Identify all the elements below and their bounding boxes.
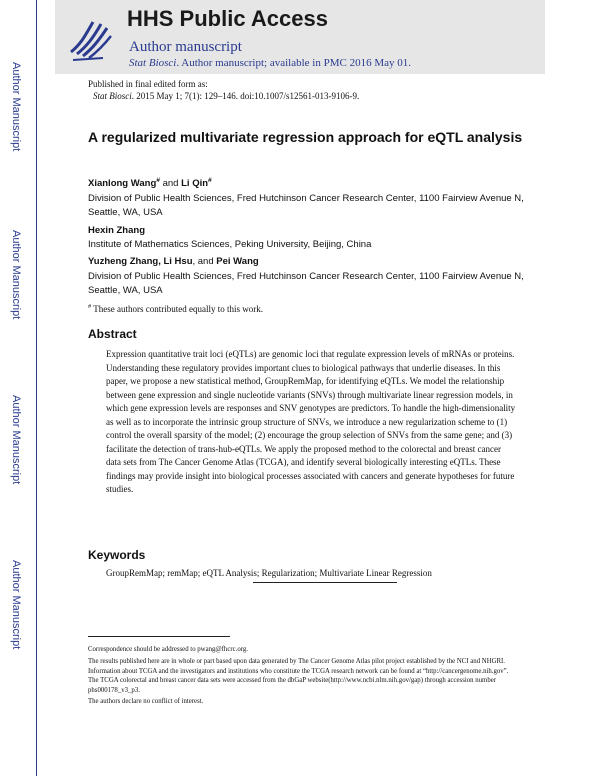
authors-group-2: Hexin Zhang: [88, 225, 146, 236]
affiliation-1: Division of Public Health Sciences, Fred Hutchinson Cancer Research Center, 1100 Fairview Avenue N, Seattle, WA, USA: [88, 193, 524, 218]
header-citation: [129, 57, 411, 69]
published-citation: [93, 91, 359, 101]
keywords-text: GroupRemMap; remMap; eQTL Analysis; Regularization; Multivariate Linear Regression: [106, 568, 432, 578]
author-name: Xianlong Wang: [88, 178, 157, 189]
hhs-eagle-logo-icon: [63, 8, 121, 66]
header-journal: Stat Biosci: [129, 57, 177, 69]
equal-contrib-mark: #: [208, 176, 212, 184]
author-name: Pei Wang: [216, 256, 259, 267]
published-citation-rest: . 2015 May 1; 7(1): 129–146. doi:10.1007/s12561-013-9106-9.: [131, 91, 360, 101]
header-subtitle: Author manuscript: [129, 39, 242, 55]
side-label-4: Author Manuscript: [10, 560, 22, 650]
footnote-divider: [88, 636, 230, 637]
affiliation-2: Institute of Mathematics Sciences, Peking University, Beijing, China: [88, 239, 372, 250]
header-title: HHS Public Access: [127, 6, 328, 31]
abstract-heading: Abstract: [88, 327, 137, 341]
keywords-heading: Keywords: [88, 548, 146, 562]
equal-contribution-note: # These authors contributed equally to this work.: [88, 303, 263, 314]
abstract-text: Expression quantitative trait loci (eQTLs) are genomic loci that regulate expression levels of mRNAs or proteins. Understanding these regulatory provides important clues to biological pathways that underlie diseases. In this paper, we propose a new statistical method, GroupRemMap, for identifying eQTLs. We model the relationship between gene expression and single nucleotide variants (SNVs) through multivariate linear regression models, in which gene expression levels are responses and SNV genotypes are predictors. To handle the high-dimensionality as well as to incorporate the intrinsic group structure of SNVs, we introduce a new regularization scheme to (1) control the overall sparsity of the model; (2) encourage the group selection of SNVs from the same gene; and (3) facilitate the detection of trans-hub-eQTLs. We apply the proposed method to the colorectal and breast cancer data sets from The Cancer Genome Atlas (TCGA), and identify several biologically interesting eQTLs. These findings may provide insight into biological processes associated with cancers and generate hypotheses for future studies.: [106, 349, 516, 494]
footnote-tcga: The results published here are in whole or part based upon data generated by The Cancer Genome Atlas pilot project established by the NCI and NHGRI. Information about TCGA and the investigators and institutions who constitute the TCGA research network can be found at “http://cancergenome.nih.gov”. The TCGA colorectal and breast cancer data sets were accessed from the dbGaP website(http://www.ncbi.nlm.nih.gov/gap) through accession number phs000178_v3_p3.: [88, 658, 509, 694]
side-label-3: Author Manuscript: [10, 395, 22, 485]
paper-title: A regularized multivariate regression approach for eQTL analysis: [88, 129, 523, 145]
side-label-2: Author Manuscript: [10, 230, 22, 320]
footnote-correspondence: Correspondence should be addressed to pwang@fhcrc.org.: [88, 646, 248, 653]
footnote-conflict: The authors declare no conflict of interest.: [88, 698, 204, 705]
affiliation-3: Division of Public Health Sciences, Fred Hutchinson Cancer Research Center, 1100 Fairview Avenue N, Seattle, WA, USA: [88, 271, 524, 296]
authors-group-1: [88, 178, 212, 189]
published-label: Published in final edited form as:: [88, 79, 208, 89]
hhs-header: [55, 0, 545, 74]
equal-contrib-mark: #: [88, 303, 92, 310]
author-name: Li Qin: [181, 178, 209, 189]
author-conjunction: , and: [192, 256, 217, 267]
keywords-divider: [253, 582, 397, 583]
side-label-1: Author Manuscript: [10, 62, 22, 152]
authors-group-3: [88, 256, 259, 267]
equal-contrib-mark: #: [156, 176, 160, 184]
author-name: Yuzheng Zhang, Li Hsu: [88, 256, 193, 267]
author-conjunction: and: [159, 178, 182, 189]
side-rule: [36, 0, 37, 776]
header-citation-rest: . Author manuscript; available in PMC 2016 May 01.: [176, 57, 412, 69]
published-journal: Stat Biosci: [93, 91, 132, 101]
